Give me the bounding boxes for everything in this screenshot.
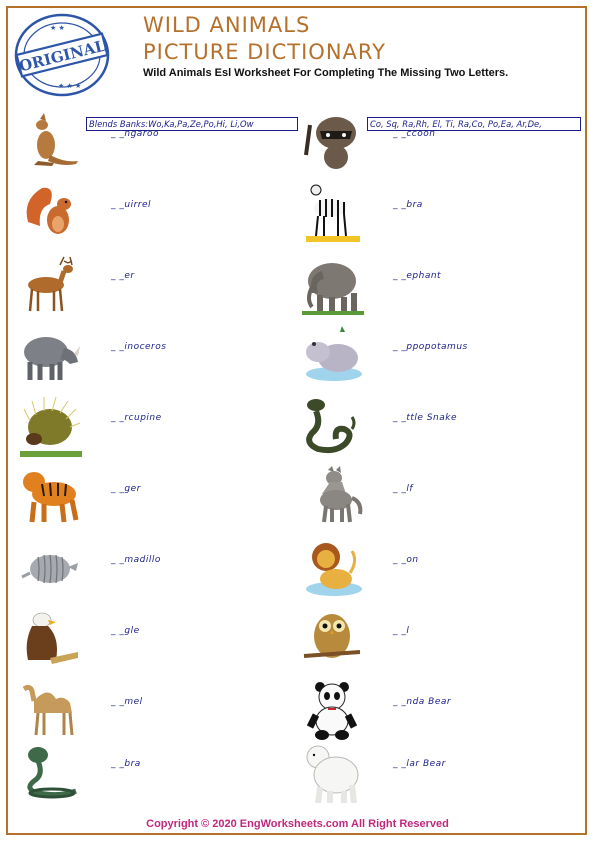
missing-letters-word: _ _ccoon — [393, 129, 436, 139]
missing-letters-word: _ _ppopotamus — [393, 342, 468, 352]
worksheet-title: WILD ANIMALS — [143, 13, 311, 37]
squirrel-icon — [20, 182, 82, 244]
missing-letters-word: _ _er — [111, 271, 135, 281]
missing-letters-word: _ _gle — [111, 626, 140, 636]
list-item — [302, 253, 582, 315]
list-item — [20, 395, 300, 457]
elephant-icon — [302, 253, 364, 315]
missing-letters-word: _ _ttle Snake — [393, 413, 457, 423]
copyright-footer: Copyright © 2020 EngWorksheets.com All Right Reserved — [146, 818, 449, 830]
missing-letters-word: _ _bra — [393, 200, 423, 210]
svg-text:★ ★ ★: ★ ★ ★ — [58, 82, 82, 90]
missing-letters-word: _ _nda Bear — [393, 697, 452, 707]
list-item — [20, 608, 300, 670]
missing-letters-word: _ _lf — [393, 484, 414, 494]
rhinoceros-icon — [20, 324, 82, 386]
list-item — [302, 466, 582, 528]
missing-letters-word: _ _uirrel — [111, 200, 152, 210]
kangaroo-icon — [20, 111, 82, 173]
missing-letters-word: _ _on — [393, 555, 419, 565]
missing-letters-word: _ _mel — [111, 697, 143, 707]
list-item — [302, 324, 582, 386]
missing-letters-word: _ _ger — [111, 484, 141, 494]
list-item — [20, 537, 300, 599]
cobra-icon — [20, 741, 82, 803]
porcupine-icon — [20, 395, 82, 457]
lion-icon — [302, 537, 364, 599]
deer-icon — [20, 253, 82, 315]
blends-bank-left: Blends Banks:Wo,Ka,Pa,Ze,Po,Hi, Li,Ow — [86, 117, 298, 131]
list-item — [20, 324, 300, 386]
list-item — [20, 182, 300, 244]
missing-letters-word: _ _ephant — [393, 271, 442, 281]
svg-text:ORIGINAL: ORIGINAL — [17, 36, 108, 76]
missing-letters-word: _ _inoceros — [111, 342, 167, 352]
wolf-icon — [302, 466, 364, 528]
tiger-icon — [20, 466, 82, 528]
list-item — [302, 537, 582, 599]
missing-letters-word: _ _ngaroo — [111, 129, 160, 139]
missing-letters-word: _ _bra — [111, 759, 141, 769]
worksheet-title-line-2: PICTURE DICTIONARY — [143, 40, 386, 64]
original-stamp-icon — [10, 10, 114, 100]
list-item — [302, 741, 582, 803]
raccoon-icon — [302, 111, 364, 173]
blends-bank-right: Co, Sq, Ra,Rh, El, Ti, Ra,Co, Po,Ea, Ar,De, — [367, 117, 581, 131]
list-item — [20, 741, 300, 803]
polar-bear-icon — [302, 741, 364, 803]
worksheet-subtitle: Wild Animals Esl Worksheet For Completing The Missing Two Letters. — [143, 67, 509, 79]
camel-icon — [20, 679, 82, 741]
missing-letters-word: _ _madillo — [111, 555, 161, 565]
owl-icon — [302, 608, 364, 670]
list-item — [302, 608, 582, 670]
eagle-icon — [20, 608, 82, 670]
list-item — [302, 395, 582, 457]
missing-letters-word: _ _lar Bear — [393, 759, 446, 769]
list-item — [20, 253, 300, 315]
missing-letters-word: _ _l — [393, 626, 410, 636]
rattlesnake-icon — [302, 395, 364, 457]
zebra-icon — [302, 182, 364, 244]
hippopotamus-icon — [302, 324, 364, 386]
armadillo-icon — [20, 537, 82, 599]
list-item — [20, 111, 300, 173]
list-item — [20, 679, 300, 741]
missing-letters-word: _ _rcupine — [111, 413, 162, 423]
list-item — [20, 466, 300, 528]
svg-text:★ ★: ★ ★ — [50, 24, 65, 32]
list-item — [302, 111, 582, 173]
list-item — [302, 182, 582, 244]
panda-icon — [302, 679, 364, 741]
list-item — [302, 679, 582, 741]
